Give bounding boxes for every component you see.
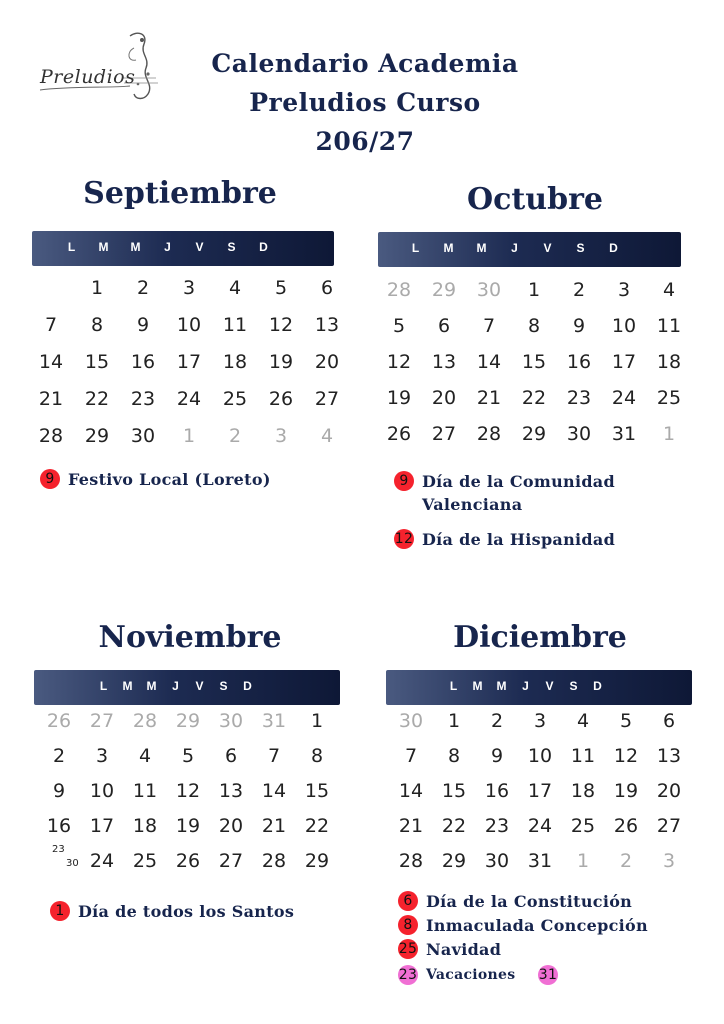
day-cell: 27 — [431, 423, 457, 445]
day-cell: 1 — [90, 277, 104, 299]
day-cell: 28 — [398, 850, 424, 872]
day-cell: 9 — [52, 780, 66, 802]
legend-dot: 25 — [398, 941, 418, 957]
legend-dot: 9 — [40, 469, 60, 489]
day-cell: 30 — [566, 423, 592, 445]
day-cell: 2 — [52, 745, 66, 767]
weekday-label: V — [543, 241, 553, 255]
day-cell: 23 — [130, 388, 156, 410]
weekday-label: J — [511, 241, 519, 255]
day-cell: 2 — [136, 277, 150, 299]
day-cell: 4 — [662, 279, 676, 301]
day-cell: 21 — [38, 388, 64, 410]
day-cell: 14 — [476, 351, 502, 373]
weekday-label: D — [593, 679, 603, 693]
day-cell: 14 — [398, 780, 424, 802]
day-cell: 19 — [613, 780, 639, 802]
day-cell: 7 — [404, 745, 418, 767]
title-line-2: Preludios Curso — [249, 88, 481, 117]
split-day-top: 23 — [52, 844, 65, 855]
month-title: Septiembre — [83, 176, 277, 211]
day-cell: 4 — [320, 425, 334, 447]
day-cell: 13 — [431, 351, 457, 373]
day-cell: 30 — [130, 425, 156, 447]
day-cell: 27 — [89, 710, 115, 732]
day-cell: 15 — [84, 351, 110, 373]
day-cell: 9 — [560, 311, 598, 341]
day-cell: 28 — [476, 423, 502, 445]
day-cell: 19 — [175, 815, 201, 837]
day-cell: 10 — [527, 745, 553, 767]
day-cell: 2 — [490, 710, 504, 732]
day-cell: 26 — [175, 850, 201, 872]
day-cell: 26 — [386, 423, 412, 445]
day-cell: 7 — [482, 315, 496, 337]
weekday-label: M — [98, 240, 110, 254]
page-title — [170, 44, 560, 161]
day-cell: 20 — [431, 387, 457, 409]
split-day-bottom: 30 — [66, 858, 79, 869]
day-cell: 25 — [570, 815, 596, 837]
weekday-label: L — [449, 679, 459, 693]
day-cell: 15 — [441, 780, 467, 802]
day-cell: 12 — [268, 314, 294, 336]
day-cell: 20 — [314, 351, 340, 373]
day-cell: 27 — [314, 388, 340, 410]
day-cell: 1 — [527, 279, 541, 301]
day-cell: 9 — [490, 745, 504, 767]
day-cell: 28 — [261, 850, 287, 872]
day-cell: 28 — [132, 710, 158, 732]
day-cell: 8 — [435, 741, 473, 771]
day-cell: 30 — [218, 710, 244, 732]
day-cell: 22 — [441, 815, 467, 837]
day-cell: 29 — [521, 423, 547, 445]
day-cell: 21 — [398, 815, 424, 837]
day-cell: 16 — [46, 815, 72, 837]
day-cell: 27 — [218, 850, 244, 872]
day-cell: 13 — [314, 314, 340, 336]
weekday-label: L — [67, 240, 77, 254]
day-cell: 1 — [662, 423, 676, 445]
day-cell: 3 — [617, 279, 631, 301]
day-cell: 17 — [89, 815, 115, 837]
day-cell: 16 — [484, 780, 510, 802]
day-cell: 30 — [476, 279, 502, 301]
day-cell: 25 — [132, 850, 158, 872]
weekday-label: V — [195, 240, 205, 254]
day-cell: 14 — [38, 351, 64, 373]
day-cell: 29 — [175, 710, 201, 732]
day-cell — [32, 273, 70, 303]
day-cell: 3 — [662, 850, 676, 872]
day-cell: 10 — [89, 780, 115, 802]
day-cell: 5 — [274, 277, 288, 299]
weekday-label: S — [227, 240, 237, 254]
legend-dot: 1 — [50, 901, 70, 921]
weekday-label: M — [130, 240, 142, 254]
day-cell: 10 — [176, 314, 202, 336]
month-title: Noviembre — [98, 620, 282, 655]
day-cell: 22 — [84, 388, 110, 410]
day-cell: 11 — [656, 315, 682, 337]
day-cell: 1 — [447, 710, 461, 732]
day-cell: 3 — [95, 745, 109, 767]
day-cell: 11 — [132, 780, 158, 802]
day-cell: 15 — [304, 780, 330, 802]
day-cell: 28 — [38, 425, 64, 447]
month-title: Diciembre — [453, 620, 627, 655]
day-cell: 16 — [130, 351, 156, 373]
weekday-label: J — [522, 679, 530, 693]
day-cell: 15 — [521, 351, 547, 373]
legend-text: Día de la Comunidad — [422, 472, 615, 491]
day-cell: 4 — [228, 277, 242, 299]
day-cell: 11 — [570, 745, 596, 767]
day-cell: 18 — [656, 351, 682, 373]
legend-dot: 8 — [398, 915, 418, 935]
legend-text: Navidad — [426, 940, 502, 959]
day-cell: 6 — [224, 745, 238, 767]
weekday-label: M — [476, 241, 488, 255]
day-cell: 29 — [431, 279, 457, 301]
day-cell: 30 — [398, 710, 424, 732]
day-cell: 31 — [611, 423, 637, 445]
day-cell: 5 — [392, 315, 406, 337]
legend-text: Día de la Hispanidad — [422, 530, 616, 549]
day-cell: 1 — [298, 706, 336, 736]
legend-text: Festivo Local (Loreto) — [68, 470, 271, 489]
day-cell: 28 — [386, 279, 412, 301]
weekday-label: M — [146, 679, 158, 693]
day-cell: 26 — [268, 388, 294, 410]
weekday-label: S — [569, 679, 579, 693]
day-cell: 18 — [570, 780, 596, 802]
day-cell: 6 — [437, 315, 451, 337]
weekday-header — [34, 670, 340, 705]
legend-dot: 12 — [394, 531, 414, 547]
day-cell: 16 — [566, 351, 592, 373]
day-cell: 13 — [656, 745, 682, 767]
day-cell: 3 — [182, 277, 196, 299]
day-cell: 31 — [527, 850, 553, 872]
day-cell: 25 — [222, 388, 248, 410]
day-cell: 19 — [386, 387, 412, 409]
weekday-label: L — [411, 241, 421, 255]
day-cell: 24 — [176, 388, 202, 410]
day-cell: 1 — [182, 425, 196, 447]
legend-dot: 23 — [398, 967, 418, 983]
day-cell: 20 — [656, 780, 682, 802]
day-cell: 2 — [619, 850, 633, 872]
day-cell: 24 — [527, 815, 553, 837]
day-cell: 4 — [138, 745, 152, 767]
day-cell: 2 — [572, 279, 586, 301]
day-cell: 29 — [304, 850, 330, 872]
weekday-label: D — [259, 240, 269, 254]
day-cell: 24 — [89, 850, 115, 872]
title-line-1: Calendario Academia — [211, 49, 519, 78]
legend-dot: 9 — [394, 471, 414, 491]
legend-text-line2: Valenciana — [422, 495, 523, 514]
day-cell: 18 — [222, 351, 248, 373]
weekday-label: S — [576, 241, 586, 255]
day-cell: 21 — [476, 387, 502, 409]
day-cell: 22 — [521, 387, 547, 409]
day-cell: 8 — [310, 745, 324, 767]
logo-text: Preludios — [40, 66, 136, 88]
day-cell: 4 — [576, 710, 590, 732]
day-cell: 7 — [44, 314, 58, 336]
weekday-label: M — [496, 679, 508, 693]
title-line-3: 206/27 — [315, 127, 415, 156]
legend-text: Día de todos los Santos — [78, 902, 295, 921]
weekday-label: S — [219, 679, 229, 693]
legend-text: Día de la Constitución — [426, 892, 633, 911]
day-cell: 25 — [656, 387, 682, 409]
weekday-label: V — [195, 679, 205, 693]
weekday-label: M — [443, 241, 455, 255]
day-cell: 21 — [261, 815, 287, 837]
day-cell: 29 — [84, 425, 110, 447]
weekday-label: J — [164, 240, 172, 254]
weekday-label: M — [122, 679, 134, 693]
weekday-label: D — [243, 679, 253, 693]
day-cell: 9 — [124, 310, 162, 340]
day-cell: 7 — [267, 745, 281, 767]
legend-text: Inmaculada Concepción — [426, 916, 648, 935]
day-cell: 17 — [527, 780, 553, 802]
day-cell: 6 — [650, 706, 688, 736]
day-cell: 17 — [611, 351, 637, 373]
logo — [30, 28, 170, 108]
weekday-label: L — [99, 679, 109, 693]
weekday-label: M — [472, 679, 484, 693]
weekday-label: J — [172, 679, 180, 693]
day-cell: 20 — [218, 815, 244, 837]
day-cell: 10 — [611, 315, 637, 337]
day-cell: 3 — [274, 425, 288, 447]
day-cell: 13 — [218, 780, 244, 802]
weekday-header — [386, 670, 692, 705]
weekday-header — [378, 232, 681, 267]
day-cell: 8 — [90, 314, 104, 336]
day-cell: 11 — [222, 314, 248, 336]
day-cell: 23 — [566, 387, 592, 409]
legend-dot-end: 31 — [538, 967, 558, 983]
month-title: Octubre — [467, 182, 603, 217]
day-cell: 6 — [320, 277, 334, 299]
day-cell: 30 — [484, 850, 510, 872]
day-cell: 17 — [176, 351, 202, 373]
day-cell: 8 — [527, 315, 541, 337]
weekday-label: D — [609, 241, 619, 255]
day-cell: 1 — [576, 850, 590, 872]
day-cell: 2 — [228, 425, 242, 447]
day-cell: 23 — [484, 815, 510, 837]
weekday-label: V — [545, 679, 555, 693]
day-cell: 22 — [304, 815, 330, 837]
day-cell: 12 — [613, 745, 639, 767]
day-cell: 19 — [268, 351, 294, 373]
day-cell: 18 — [132, 815, 158, 837]
day-cell: 27 — [656, 815, 682, 837]
day-cell: 26 — [613, 815, 639, 837]
legend-text: Vacaciones — [426, 967, 516, 983]
day-cell: 24 — [611, 387, 637, 409]
day-cell: 29 — [441, 850, 467, 872]
day-cell: 12 — [175, 780, 201, 802]
day-cell: 14 — [261, 780, 287, 802]
day-cell: 5 — [619, 710, 633, 732]
weekday-header — [32, 231, 334, 266]
legend-dot: 6 — [398, 891, 418, 911]
day-cell: 31 — [261, 710, 287, 732]
day-cell: 5 — [181, 745, 195, 767]
day-cell: 3 — [533, 710, 547, 732]
day-cell: 12 — [386, 351, 412, 373]
day-cell: 26 — [46, 710, 72, 732]
